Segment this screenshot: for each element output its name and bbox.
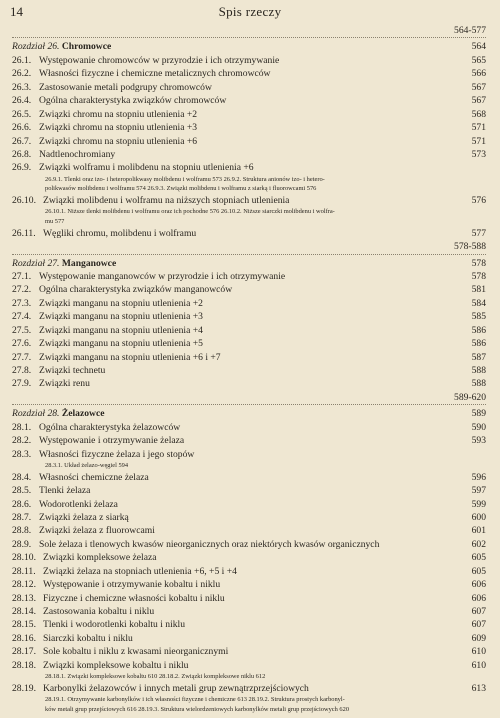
chapter-divider: [12, 254, 486, 256]
page-ref: 565: [471, 54, 486, 66]
section-number: 27.6.: [12, 338, 32, 350]
page-ref: 584: [471, 297, 486, 309]
toc-entry: [12, 605, 486, 618]
toc-entry: [12, 551, 486, 564]
toc-entry: [12, 310, 486, 323]
toc-entry: [12, 297, 486, 310]
section-title: Własności chemiczne żelaza: [39, 471, 149, 483]
subentry-text: ków metali grup przejściowych 616 28.19.3. Struktura wielordzeniowych karbonylków metali grup przejściowych 620: [45, 705, 350, 713]
section-number: 28.17.: [12, 646, 36, 658]
section-number: 27.7.: [12, 351, 32, 363]
section-title: Zastosowanie metali podgrupy chromowców: [39, 81, 212, 93]
section-number: 28.7.: [12, 511, 32, 523]
chapter-title: Rozdział 26. Chromowce: [12, 41, 112, 53]
page-ref: 578: [471, 270, 486, 282]
section-title: Występowanie i otrzymywanie żelaza: [39, 435, 185, 447]
section-title: Występowanie i otrzymywanie kobaltu i niklu: [43, 579, 221, 591]
toc-entry: [12, 538, 486, 551]
page-ref: 571: [471, 135, 486, 147]
page-ref: 566: [471, 68, 486, 80]
section-title: Występowanie manganowców w przyrodzie i ich otrzymywanie: [39, 270, 286, 282]
section-number: 27.8.: [12, 365, 32, 376]
section-number: 26.1.: [12, 54, 32, 66]
toc-entry: [12, 94, 486, 107]
page-ref: 601: [471, 525, 486, 537]
toc-entry: [12, 148, 486, 161]
toc-subentries: [12, 175, 486, 185]
toc-entry: [12, 161, 486, 174]
chapter-heading: [12, 407, 486, 420]
section-title: Związki manganu na stopniu utlenienia +5: [39, 338, 203, 350]
toc-entry: [12, 632, 486, 645]
section-title: Związki molibdenu i wolframu na niższych stopniach utlenienia: [43, 195, 290, 206]
page-ref: 567: [471, 81, 486, 93]
section-title: Związki kompleksowe żelaza: [43, 552, 157, 564]
chapter-title: Rozdział 27. Manganowce: [12, 257, 117, 269]
toc-entry: [12, 364, 486, 377]
subentry-text: 28.3.1. Układ żelazo-węgiel 594: [45, 462, 129, 470]
page-ref: 605: [471, 565, 486, 577]
page-ref: 613: [471, 682, 486, 694]
section-title: Karbonylki żelazowców i innych metali grup zewnątrzprzejściowych: [43, 682, 309, 694]
toc-entry: [12, 618, 486, 631]
page-ref: 597: [471, 485, 486, 497]
section-title: Związki manganu na stopniu utlenienia +4: [39, 324, 203, 336]
section-title: Sole żelaza i tlenowych kwasów nieorganicznych oraz niektórych kwasów organicznych: [39, 538, 380, 550]
section-number: 26.4.: [12, 95, 32, 107]
section-title: Związki manganu na stopniu utlenienia +2: [39, 297, 203, 309]
section-title: Fizyczne i chemiczne własności kobaltu i niklu: [43, 592, 225, 604]
section-number: 28.14.: [12, 606, 36, 618]
section-title: Związki manganu na stopniu utlenienia +3: [39, 311, 203, 323]
section-title: Występowanie chromowców w przyrodzie i ich otrzymywanie: [39, 54, 280, 66]
chapter-heading: [12, 40, 486, 53]
section-number: 27.5.: [12, 324, 32, 336]
toc-entry: [12, 421, 486, 434]
toc-entry: [12, 351, 486, 364]
toc-subentries: [12, 695, 486, 705]
chapter-title: Rozdział 28. Żelazowce: [12, 408, 105, 420]
page-ref: 602: [471, 538, 486, 550]
page-ref: 564: [471, 41, 486, 53]
chapter-page-range: [12, 240, 486, 253]
page-number: 14: [10, 4, 23, 19]
page-ref: 588: [471, 378, 486, 390]
section-title: Węgliki chromu, molibdenu i wolframu: [43, 227, 197, 239]
toc-entry: [12, 565, 486, 578]
section-number: 28.19.: [12, 682, 36, 694]
section-title: Związki żelaza z fluorowcami: [39, 525, 155, 537]
section-number: 28.8.: [12, 525, 32, 537]
section-title: Ogólna charakterystyka związków manganowców: [39, 284, 233, 296]
section-number: 28.5.: [12, 485, 32, 497]
toc-entry: [12, 484, 486, 497]
section-number: 27.2.: [12, 284, 32, 296]
section-title: Związki renu: [39, 378, 90, 390]
toc-entry: [12, 377, 486, 390]
section-number: 26.3.: [12, 81, 32, 93]
section-title: Związki chromu na stopniu utlenienia +2: [39, 108, 198, 120]
section-title: Związki technetu: [39, 365, 106, 376]
chapter-divider: [12, 37, 486, 39]
section-number: 28.10.: [12, 552, 36, 564]
section-title: Sole kobaltu i niklu z kwasami nieorganicznymi: [43, 646, 229, 658]
page-ref: 610: [471, 646, 486, 658]
chapter-page-range: [12, 24, 486, 37]
page-ref: 573: [471, 148, 486, 160]
page-ref: 607: [471, 606, 486, 618]
section-title: Związki żelaza na stopniach utlenienia +6, +5 i +4: [43, 565, 237, 577]
section-number: 26.5.: [12, 108, 32, 120]
page-ref: 609: [471, 632, 486, 644]
toc-entry: [12, 498, 486, 511]
toc-entry: [12, 471, 486, 484]
page-ref: 571: [471, 122, 486, 134]
page-ref: 586: [471, 338, 486, 350]
section-title: Ogólna charakterystyka żelazowców: [39, 421, 181, 433]
toc-subentries: [12, 672, 486, 682]
section-title: Tlenki i wodorotlenki kobaltu i niklu: [43, 619, 186, 631]
page-ref: 586: [471, 324, 486, 336]
page-ref: 568: [471, 108, 486, 120]
page-ref: 593: [471, 435, 486, 447]
section-number: 27.1.: [12, 270, 32, 282]
section-title: Tlenki żelaza: [39, 485, 91, 497]
section-number: 26.7.: [12, 135, 32, 147]
section-number: 27.3.: [12, 297, 32, 309]
page-ref: 578: [471, 257, 486, 269]
toc-entry: [12, 135, 486, 148]
toc-entry: [12, 659, 486, 672]
toc-subentries: [12, 217, 486, 227]
section-number: 28.6.: [12, 498, 32, 510]
section-title: Ogólna charakterystyka związków chromowców: [39, 95, 227, 107]
section-title: Zastosowania kobaltu i niklu: [43, 606, 155, 618]
page-title: Spis rzeczy: [218, 4, 282, 19]
subentry-text: 26.9.1. Tlenki oraz izo- i heteropolikwasy molibdenu i wolframu 573 26.9.2. Struktura anionów izo- i hetero-: [45, 175, 325, 183]
page-range: 589-620: [454, 391, 486, 403]
toc-entry: [12, 227, 486, 240]
section-number: 28.12.: [12, 579, 36, 591]
page-range: 578-588: [454, 241, 486, 253]
toc-entry: [12, 448, 486, 461]
section-number: 26.8.: [12, 148, 32, 160]
page-ref: 567: [471, 95, 486, 107]
page-ref: 599: [471, 498, 486, 510]
toc-entry: [12, 592, 486, 605]
section-title: Siarczki kobaltu i niklu: [43, 632, 133, 644]
section-title: Związki kompleksowe kobaltu i niklu: [43, 659, 189, 671]
page-ref: 576: [471, 195, 486, 206]
toc-subentries: [12, 705, 486, 715]
section-title: Własności fizyczne żelaza i jego stopów: [39, 448, 195, 460]
section-number: 28.13.: [12, 592, 36, 604]
page-ref: 606: [471, 592, 486, 604]
section-title: Związki chromu na stopniu utlenienia +6: [39, 135, 198, 147]
subentry-text: 26.10.1. Niższe tlenki molibdenu i wolframu oraz ich pochodne 576 26.10.2. Niższe siarczki molibdenu i wolfra-: [45, 208, 335, 216]
toc-entry: [12, 511, 486, 524]
page-ref: 590: [471, 421, 486, 433]
page-ref: 596: [471, 471, 486, 483]
subentry-text: mu 577: [45, 218, 65, 226]
section-number: 28.1.: [12, 421, 32, 433]
toc-entry: [12, 270, 486, 283]
section-number: 28.11.: [12, 565, 36, 577]
page-ref: 607: [471, 619, 486, 631]
toc-entry: [12, 121, 486, 134]
page-ref: 585: [471, 311, 486, 323]
toc-entry: [12, 578, 486, 591]
page-ref: 587: [471, 351, 486, 363]
toc-entry: [12, 337, 486, 350]
page-ref: 600: [471, 511, 486, 523]
section-number: 27.4.: [12, 311, 32, 323]
toc-entry: [12, 434, 486, 447]
section-number: 26.2.: [12, 68, 32, 80]
section-number: 28.3.: [12, 448, 32, 460]
chapter-heading: [12, 257, 486, 270]
section-number: 28.4.: [12, 471, 32, 483]
section-number: 26.6.: [12, 122, 32, 134]
section-title: Związki żelaza z siarką: [39, 511, 129, 523]
section-number: 28.2.: [12, 435, 32, 447]
section-number: 27.9.: [12, 378, 32, 390]
section-number: 28.15.: [12, 619, 36, 631]
page-header: [10, 4, 490, 20]
section-title: Własności fizyczne i chemiczne metalicznych chromowców: [39, 68, 271, 80]
toc-entry: [12, 54, 486, 67]
table-of-contents: [12, 24, 486, 714]
section-number: 26.9.: [12, 162, 32, 174]
toc-entry: [12, 324, 486, 337]
page-ref: 605: [471, 552, 486, 564]
page-ref: 588: [471, 365, 486, 376]
toc-entry: [12, 108, 486, 121]
subentry-text: 28.19.1. Otrzymywanie karbonylków i ich własności fizyczne i chemiczne 613 28.19.2. Struktura prostych karbonyl-: [45, 696, 345, 704]
page-ref: 577: [471, 227, 486, 239]
section-number: 28.16.: [12, 632, 36, 644]
section-number: 28.9.: [12, 538, 32, 550]
page-range: 564-577: [454, 25, 486, 36]
section-number: 26.11.: [12, 227, 36, 239]
toc-entry: [12, 645, 486, 658]
toc-entry: [12, 524, 486, 537]
chapter-page-range: [12, 391, 486, 404]
page-ref: 581: [471, 284, 486, 296]
section-number: 28.18.: [12, 659, 36, 671]
subentry-text: 28.18.1. Związki kompleksowe kobaltu 610 28.18.2. Związki kompleksowe niklu 612: [45, 673, 266, 681]
toc-subentries: [12, 184, 486, 194]
toc-entry: [12, 194, 486, 207]
toc-entry: [12, 283, 486, 296]
toc-subentries: [12, 207, 486, 217]
section-title: Związki chromu na stopniu utlenienia +3: [39, 122, 198, 134]
chapter-divider: [12, 404, 486, 406]
section-number: 26.10.: [12, 195, 36, 206]
section-title: Związki manganu na stopniu utlenienia +6 i +7: [39, 351, 221, 363]
toc-entry: [12, 81, 486, 94]
page-ref: 589: [471, 408, 486, 420]
section-title: Wodorotlenki żelaza: [39, 498, 118, 510]
toc-entry: [12, 67, 486, 80]
subentry-text: polikwasów molibdenu i wolframu 574 26.9.3. Związki molibdenu i wolframu z siarką i fluorowcami 576: [45, 185, 317, 193]
toc-subentries: [12, 461, 486, 471]
page-ref: 606: [471, 579, 486, 591]
section-title: Nadtlenochromiany: [39, 148, 116, 160]
toc-entry: [12, 682, 486, 695]
page-ref: 610: [471, 659, 486, 671]
section-title: Związki wolframu i molibdenu na stopniu utlenienia +6: [39, 162, 254, 174]
